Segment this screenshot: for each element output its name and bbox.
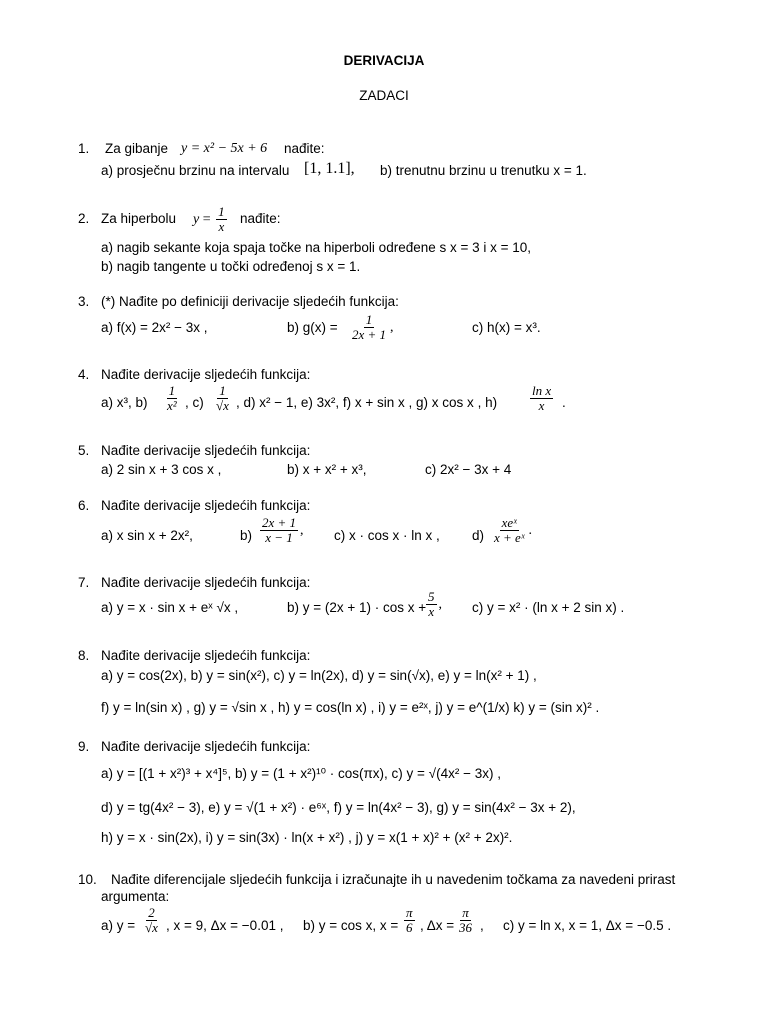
page-title: DERIVACIJA [343, 53, 425, 68]
task-after: nađite: [240, 211, 281, 226]
task-formula: y = x² − 5x + 6 [181, 141, 268, 156]
task-number: 1. [78, 141, 90, 156]
task-part-a: a) prosječnu brzinu na intervalu [101, 163, 290, 178]
item-c: c) h(x) = x³. [472, 320, 541, 335]
item-b: b) g(x) = [287, 320, 338, 335]
document-page: DERIVACIJA ZADACI 1. Za gibanje y = x² − 5x + 6 nađite: a) prosječnu brzinu na intervalu [1, 1.1], b) trenutnu brzinu u trenutku x = 1. 2. Za hiperbolu y = $\frac{1}{x}$ nađite: a) nagib sekante koja spaja točke na hiperboli određene s x = 3 i x = 10, b) nagib tangente u točki određenoj s x = 1. 3. (*) Nađite po definiciji derivacije sljedećih funkcija: a) f(x) = 2x² − 3x , b) g(x) = $\frac{1}{2x + 1}$ , c) h(x) = x³. 4. Nađite derivacije sljedećih funkcija: a) x³, b) $\frac{1}{\text{x²}}$ , c) $\frac{1}{√x}$ , d) x² − 1, e) 3x², f) x + sin x , g) x cos x , h) $\frac{\text{ln x}}{x}$ . 5. Nađite derivacije sljedećih funkcija: a) 2 sin x + 3 cos x , b) x + x² + x³, c) 2x² − 3x + 4 6. Nađite derivacije sljedećih funkcija: a) x sin x + 2x², b) $\frac{2x + 1}{x - 1}$ , c) x · cos x · ln x , d) $\frac{\text{xeˣ}}{\text{x + eˣ}}$ . 7. Nađite derivacije sljedećih funkcija: a) y = x · sin x + eˣ √x , b) y = (2x + 1) · cos x + $\frac{5}{x}$ , c) y = x² · (ln x + 2 sin x) . 8. Nađite derivacije sljedećih funkcija: a) y = cos(2x), b) y = sin(x²), c) y = ln(2x), d) y = sin(√x), e) y = ln(x² + 1) , f) y = ln(sin x) , g) y = √sin x , h) y = cos(ln x) , i) y = e²ˣ, j) y = e^(1/x) k) y = (sin x)² . 9. Nađite derivacije sljedećih funkcija: a) y = [(1 + x²)³ + x⁴]⁵, b) y = (1 + x²)¹⁰ · cos(πx), c) y = √(4x² − 3x) , d) y = tg(4x² − 3), e) y = √(1 + x²) · e⁶ˣ, f) y = ln(4x² − 3), g) y = sin(4x² − 3x + 2), h) y = x · sin(2x), i) y = sin(3x) · ln(x + x²) , j) y = x(1 + x)² + (x² + 2x)². 10. Nađite diferencijale sljedećih funkcija i izračunajte ih u navedenim točkama za navedeni prirast argumenta: a) y = $\frac{2}{√x}$ , x = 9, Δx = −0.01 , b) y = cos x, x = $\frac{\pi}{6}$ , Δx = $\frac{\pi}{36}$ , c) y = ln x, x = 1, Δx = −0.5 . [0, 0, 768, 1024]
item-a: a) f(x) = 2x² − 3x , [101, 320, 208, 335]
task-part-b: b) trenutnu brzinu u trenutku x = 1. [380, 163, 587, 178]
task-intro: Za gibanje [105, 141, 169, 156]
interval: [1, 1.1], [304, 160, 355, 177]
fraction: $\frac{1}{x}$ [218, 204, 225, 234]
fraction: $\frac{1}{2x + 1}$ [352, 312, 387, 342]
task-formula: y = $\frac{1}{x}$ [193, 204, 225, 234]
page-subtitle: ZADACI [359, 88, 409, 103]
task-intro: Za hiperbolu [101, 211, 177, 226]
task-number: 2. [78, 211, 90, 226]
task-after: nađite: [284, 141, 325, 156]
